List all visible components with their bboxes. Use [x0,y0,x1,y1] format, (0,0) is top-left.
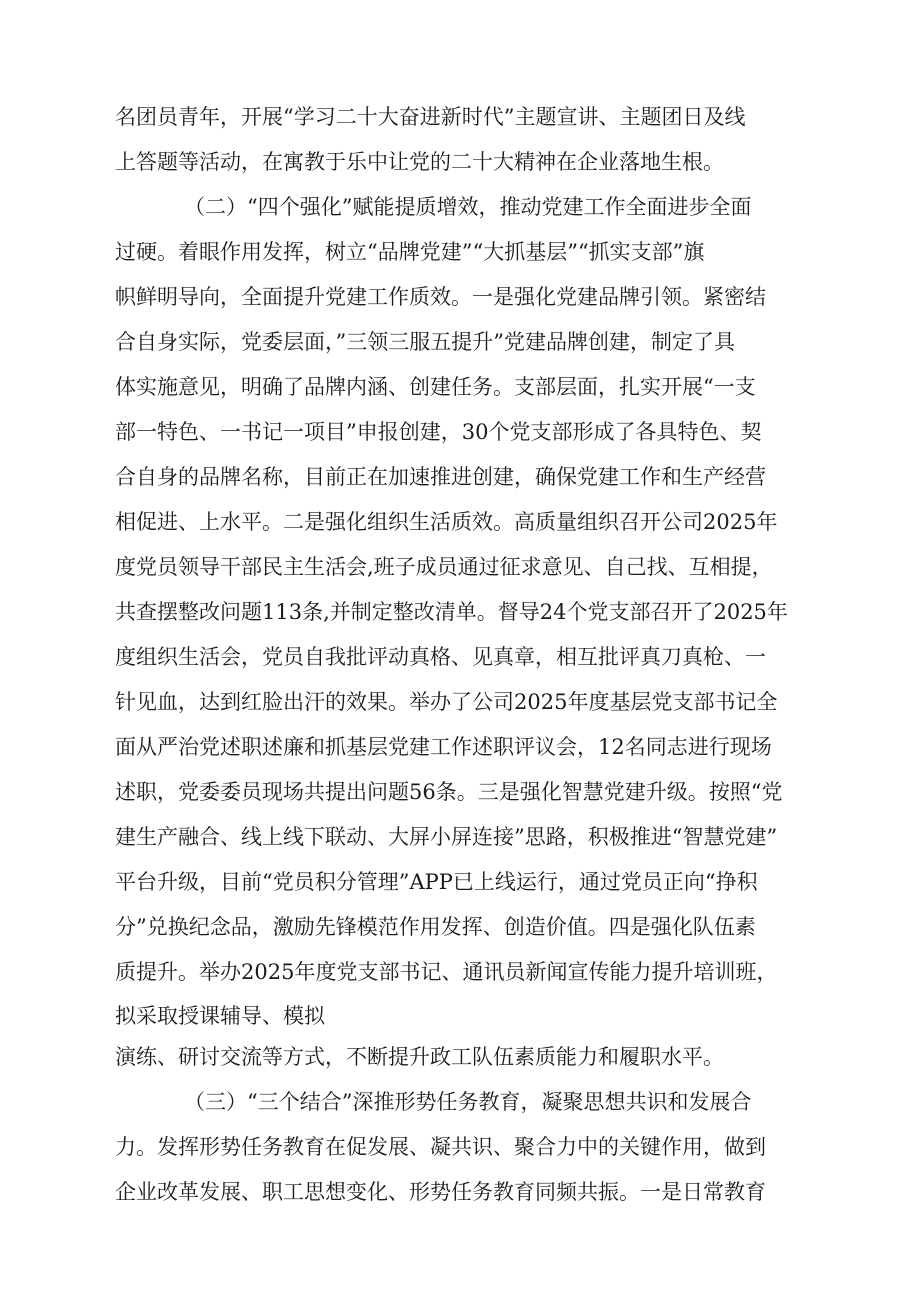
text-line-20: 质提升。举办2025年度党支部书记、通讯员新闻宣传能力提升培训班， [115,960,778,984]
section-heading-3: （三）“三个结合”深推形势任务教育，凝聚思想共识和发展合 [184,1090,752,1114]
text-line-17: 建生产融合、线上线下联动、大屏小屏连接”思路，积极推进“智慧党建” [115,825,778,849]
text-line-1: 名团员青年，开展“学习二十大奋进新时代”主题宣讲、主题团日及线 [115,105,746,129]
text-line-24: 力。发挥形势任务教育在促发展、凝共识、聚合力中的关键作用，做到 [115,1135,766,1159]
text-line-7: 体实施意见，明确了品牌内涵、创建任务。支部层面，扎实开展“一支 [115,375,756,399]
text-line-19: 分”兑换纪念品，激励先锋模范作用发挥、创造价值。四是强化队伍素 [115,915,756,939]
section-heading-2: （二）“四个强化”赋能提质增效，推动党建工作全面进步全面 [184,195,752,219]
text-line-18: 平台升级，目前“党员积分管理”APP已上线运行，通过党员正向“挣积 [115,870,758,894]
text-line-25: 企业改革发展、职工思想变化、形势任务教育同频共振。一是日常教育 [115,1180,766,1204]
text-line-11: 度党员领导干部民主生活会,班子成员通过征求意见、自己找、互相提， [115,555,773,579]
text-line-16: 述职，党委委员现场共提出问题56条。三是强化智慧党建升级。按照“党 [115,780,783,804]
text-line-8: 部一特色、一书记一项目”申报创建，30个党支部形成了各具特色、契 [115,420,762,444]
text-line-14: 针见血，达到红脸出汗的效果。举办了公司2025年度基层党支部书记全 [115,690,778,714]
text-line-10: 相促进、上水平。二是强化组织生活质效。高质量组织召开公司2025年 [115,510,778,534]
text-line-21: 拟采取授课辅导、模拟 [115,1004,325,1028]
text-line-5: 帜鲜明导向，全面提升党建工作质效。一是强化党建品牌引领。紧密结 [115,285,766,309]
text-line-2: 上答题等活动，在寓教于乐中让党的二十大精神在企业落地生根。 [115,150,724,174]
text-line-12: 共查摆整改问题113条,并制定整改清单。督导24个党支部召开了2025年 [115,600,788,624]
text-line-9: 合自身的品牌名称，目前正在加速推进创建，确保党建工作和生产经营 [115,465,766,489]
text-line-15: 面从严治党述职述廉和抓基层党建工作述职评议会，12名同志进行现场 [115,735,772,759]
text-line-4: 过硬。着眼作用发挥，树立“品牌党建”“大抓基层”“抓实支部”旗 [115,240,705,264]
text-line-13: 度组织生活会，党员自我批评动真格、见真章，相互批评真刀真枪、一 [115,645,766,669]
text-line-22: 演练、研讨交流等方式，不断提升政工队伍素质能力和履职水平。 [115,1045,724,1069]
text-line-6: 合自身实际，党委层面，”三领三服五提升”党建品牌创建，制定了具 [115,330,735,354]
